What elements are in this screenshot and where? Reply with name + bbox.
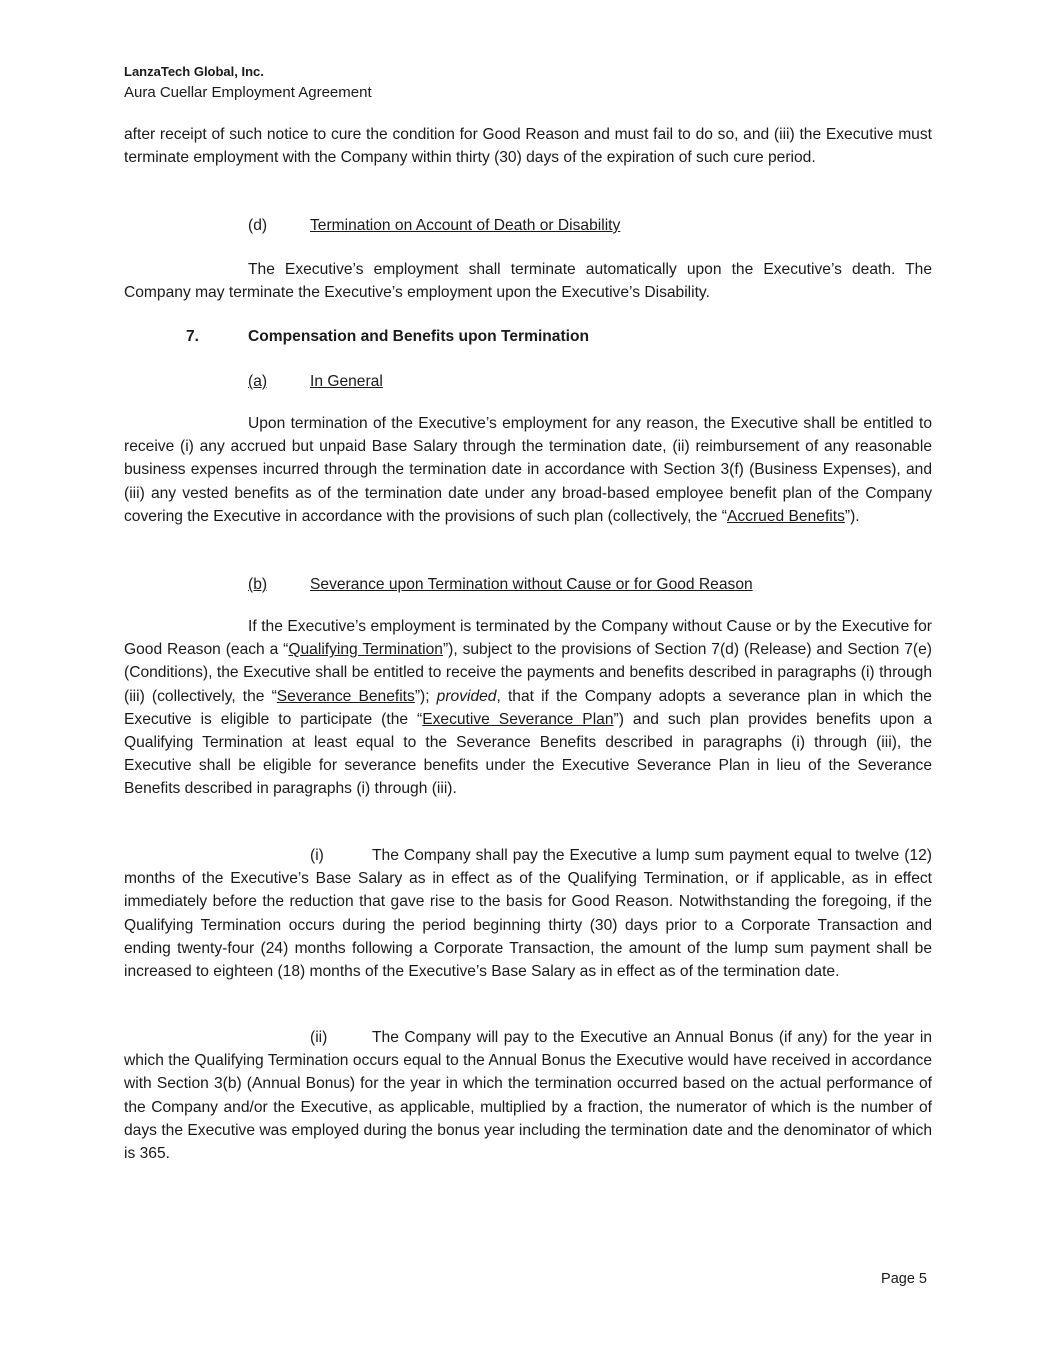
item-i-paragraph [124,844,932,983]
item-i-text: The Company shall pay the Executive a lump sum payment equal to twelve (12) months of the Executive’s Base Salary as in effect as of the Qualifying Termination, or if applicable, as in effect immediately before the reduction that gave rise to the basis for Good Reason. Notwithstanding the foregoing, if the Qualifying Termination occurs during the period beginning thirty (30) days prior to a Corporate Transaction and ending twenty-four (24) months following a Corporate Transaction, the amount of the lump sum payment shall be increased to eighteen (18) months of the Executive’s Base Salary as in effect as of the termination date. [124,847,932,981]
item-i-label: (i) [310,847,324,864]
severance-text-3: ”); [414,687,437,705]
term-executive-severance-plan: Executive Severance Plan [422,710,614,728]
paragraph-severance [124,615,932,801]
section-d-label: (d) [248,217,268,234]
paragraph-death-disability: The Executive’s employment shall terminate automatically upon the Executive’s death. The Company may terminate the Executive’s employment upon the Executive’s Disability. [124,261,932,302]
severance-text-5: ”) and such plan provides benefits upon a Qualifying Termination at least equal to the Severance Benefits described in paragraphs (i) through (iii), the Executive shall be eligible for severance benefits under the Executive Severance Plan in lieu of the Severance Benefits described in paragraphs (i) through (iii). [124,710,932,798]
section-7-title: Compensation and Benefits upon Termination [248,328,590,345]
section-a-title: In General [310,373,383,390]
page-number: Page 5 [881,1271,927,1287]
term-accrued-benefits: Accrued Benefits [726,507,845,525]
term-severance-benefits: Severance Benefits [276,687,415,705]
item-ii-label: (ii) [310,1029,328,1046]
paragraph-accrued-benefits [124,412,932,528]
section-7-number: 7. [186,328,200,345]
severance-text-1: If the Executive’s employment is terminated by the Company without Cause or by the Executive for Good Reason (each a “ [124,618,932,659]
section-b-label: (b) [248,576,268,593]
section-d-title: Termination on Account of Death or Disability [310,217,621,234]
term-provided: provided [436,687,497,705]
severance-text-4: , that if the Company adopts a severance plan in which the Executive is eligible to participate (the “ [124,687,932,728]
item-ii-text: The Company will pay to the Executive an Annual Bonus (if any) for the year in which the Qualifying Termination occurs equal to the Annual Bonus the Executive would have received in accordance with Section 3(b) (Annual Bonus) for the year in which the termination occurred based on the actual performance of the Company and/or the Executive, as applicable, multiplied by a fraction, the numerator of which is the number of days the Executive was employed during the bonus year including the termination date and the denominator of which is 365. [124,1029,932,1163]
header-document-title: Aura Cuellar Employment Agreement [124,84,372,101]
accrued-text-2: ”). [844,507,860,525]
paragraph-cure-period: after receipt of such notice to cure the condition for Good Reason and must fail to do so, and (iii) the Executive must terminate employment with the Company within thirty (30) days of the expiration of such cure period. [124,126,932,167]
header-company: LanzaTech Global, Inc. [124,64,264,79]
section-a-label: (a) [248,373,268,390]
section-b-title: Severance upon Termination without Cause or for Good Reason [310,576,753,593]
item-ii-paragraph [124,1026,932,1165]
term-qualifying-termination: Qualifying Termination [288,641,443,659]
accrued-text-1: Upon termination of the Executive’s employment for any reason, the Executive shall be entitled to receive (i) any accrued but unpaid Base Salary through the termination date, (ii) reimbursement of any reasonable business expenses incurred through the termination date in accordance with Section 3(f) (Business Expenses), and (iii) any vested benefits as of the termination date under any broad-based employee benefit plan of the Company covering the Executive in accordance with the provisions of such plan (collectively, the “ [124,415,932,525]
severance-text-2: ”), subject to the provisions of Section 7(d) (Release) and Section 7(e) (Conditions), the Executive shall be entitled to receive the payments and benefits described in paragraphs (i) through (iii) (collectively, the “ [124,641,932,705]
